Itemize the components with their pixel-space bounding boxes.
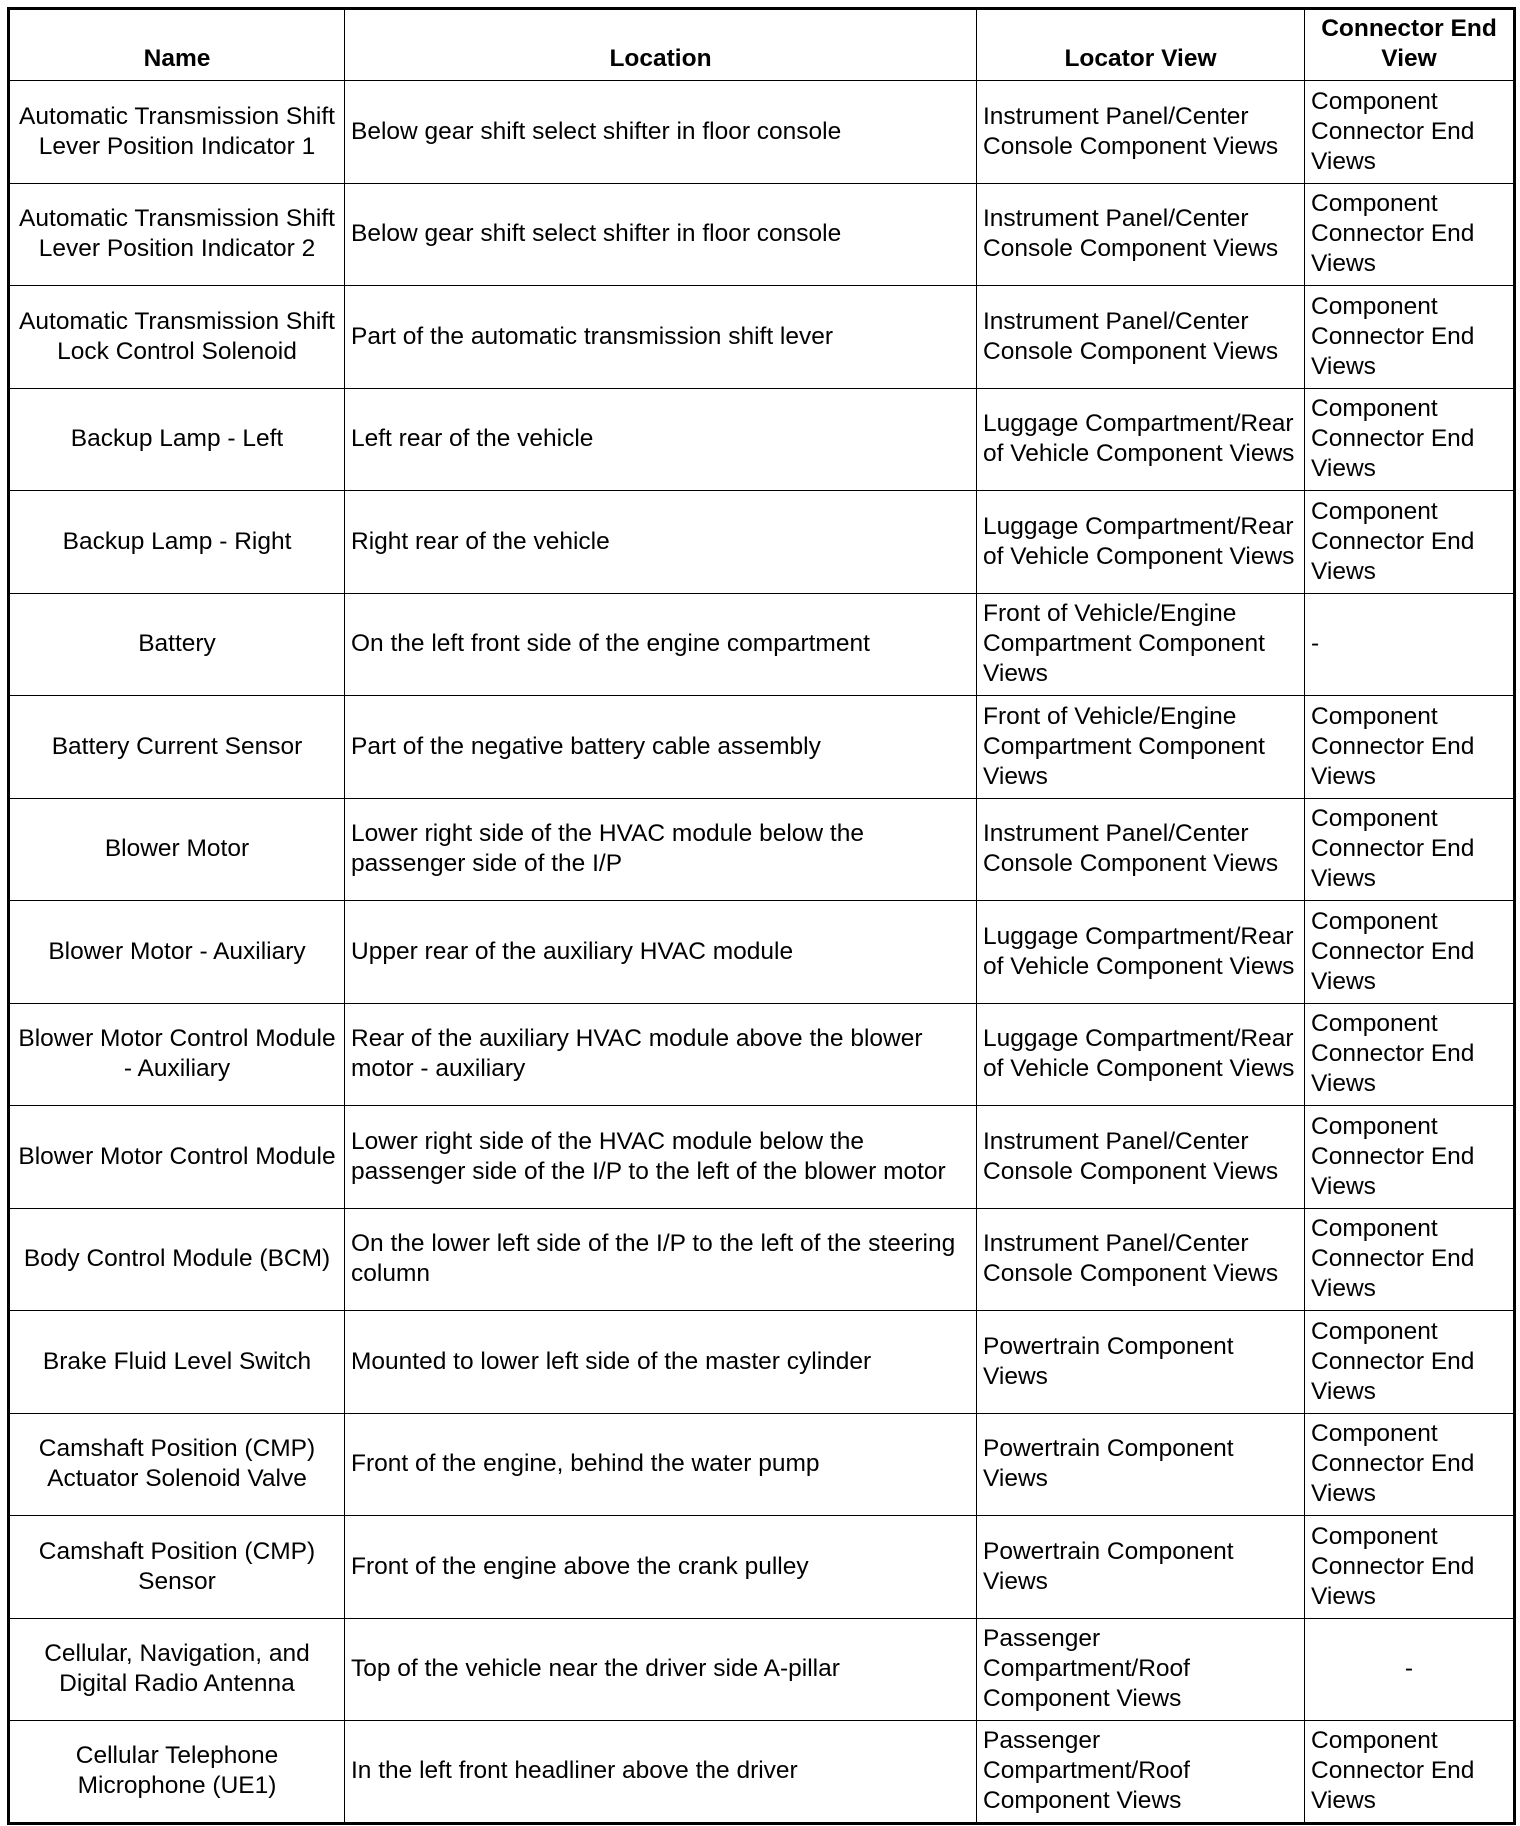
- component-name-cell: Blower Motor Control Module: [9, 1106, 345, 1209]
- locator-view-cell: Front of Vehicle/Engine Compartment Component Views: [977, 696, 1305, 799]
- table-row: [9, 1106, 1515, 1209]
- table-row: [9, 1516, 1515, 1619]
- table-row: [9, 286, 1515, 389]
- component-name-cell: Automatic Transmission Shift Lever Position Indicator 1: [9, 81, 345, 184]
- component-name-cell: Camshaft Position (CMP) Actuator Solenoid Valve: [9, 1413, 345, 1516]
- connector-end-view-cell: Component Connector End Views: [1305, 183, 1515, 286]
- table-row: [9, 1618, 1515, 1721]
- component-name-cell: Blower Motor Control Module - Auxiliary: [9, 1003, 345, 1106]
- locator-view-cell: Passenger Compartment/Roof Component Views: [977, 1721, 1305, 1824]
- location-cell: Top of the vehicle near the driver side A-pillar: [345, 1618, 977, 1721]
- location-cell: Lower right side of the HVAC module below the passenger side of the I/P: [345, 798, 977, 901]
- location-cell: Below gear shift select shifter in floor console: [345, 81, 977, 184]
- locator-view-cell: Front of Vehicle/Engine Compartment Component Views: [977, 593, 1305, 696]
- connector-end-view-cell: Component Connector End Views: [1305, 1516, 1515, 1619]
- table-row: [9, 798, 1515, 901]
- connector-end-view-cell: Component Connector End Views: [1305, 286, 1515, 389]
- connector-end-view-cell: Component Connector End Views: [1305, 1106, 1515, 1209]
- locator-view-cell: Luggage Compartment/Rear of Vehicle Component Views: [977, 491, 1305, 594]
- component-name-cell: Body Control Module (BCM): [9, 1208, 345, 1311]
- locator-view-cell: Instrument Panel/Center Console Component Views: [977, 1106, 1305, 1209]
- component-name-cell: Battery: [9, 593, 345, 696]
- component-name-cell: Automatic Transmission Shift Lock Control Solenoid: [9, 286, 345, 389]
- column-header-connector-end-view: Connector End View: [1305, 9, 1515, 81]
- location-cell: Rear of the auxiliary HVAC module above the blower motor - auxiliary: [345, 1003, 977, 1106]
- component-name-cell: Cellular Telephone Microphone (UE1): [9, 1721, 345, 1824]
- locator-view-cell: Powertrain Component Views: [977, 1413, 1305, 1516]
- locator-view-cell: Luggage Compartment/Rear of Vehicle Component Views: [977, 901, 1305, 1004]
- connector-end-view-cell: Component Connector End Views: [1305, 1208, 1515, 1311]
- connector-end-view-cell: Component Connector End Views: [1305, 1413, 1515, 1516]
- column-header-location: Location: [345, 9, 977, 81]
- locator-view-cell: Luggage Compartment/Rear of Vehicle Component Views: [977, 388, 1305, 491]
- location-cell: Part of the negative battery cable assembly: [345, 696, 977, 799]
- connector-end-view-cell: Component Connector End Views: [1305, 491, 1515, 594]
- component-name-cell: Automatic Transmission Shift Lever Position Indicator 2: [9, 183, 345, 286]
- connector-end-view-cell: Component Connector End Views: [1305, 798, 1515, 901]
- header-row: [9, 9, 1515, 81]
- location-cell: Lower right side of the HVAC module below the passenger side of the I/P to the left of the blower motor: [345, 1106, 977, 1209]
- locator-view-cell: Instrument Panel/Center Console Component Views: [977, 183, 1305, 286]
- component-name-cell: Battery Current Sensor: [9, 696, 345, 799]
- column-header-locator-view: Locator View: [977, 9, 1305, 81]
- location-cell: Right rear of the vehicle: [345, 491, 977, 594]
- location-cell: Below gear shift select shifter in floor console: [345, 183, 977, 286]
- component-name-cell: Camshaft Position (CMP) Sensor: [9, 1516, 345, 1619]
- table-row: [9, 593, 1515, 696]
- component-location-table: [7, 7, 1516, 1825]
- location-cell: Front of the engine, behind the water pump: [345, 1413, 977, 1516]
- connector-end-view-cell: -: [1305, 593, 1515, 696]
- table-header: [9, 9, 1515, 81]
- locator-view-cell: Powertrain Component Views: [977, 1311, 1305, 1414]
- connector-end-view-cell: Component Connector End Views: [1305, 696, 1515, 799]
- component-name-cell: Brake Fluid Level Switch: [9, 1311, 345, 1414]
- table-row: [9, 1311, 1515, 1414]
- table-row: [9, 1413, 1515, 1516]
- connector-end-view-cell: -: [1305, 1618, 1515, 1721]
- location-cell: Mounted to lower left side of the master cylinder: [345, 1311, 977, 1414]
- location-cell: Left rear of the vehicle: [345, 388, 977, 491]
- column-header-name: Name: [9, 9, 345, 81]
- component-name-cell: Backup Lamp - Left: [9, 388, 345, 491]
- component-name-cell: Blower Motor: [9, 798, 345, 901]
- table-row: [9, 388, 1515, 491]
- locator-view-cell: Instrument Panel/Center Console Component Views: [977, 798, 1305, 901]
- location-cell: In the left front headliner above the driver: [345, 1721, 977, 1824]
- table-row: [9, 183, 1515, 286]
- table-row: [9, 491, 1515, 594]
- locator-view-cell: Instrument Panel/Center Console Component Views: [977, 286, 1305, 389]
- table-row: [9, 901, 1515, 1004]
- location-cell: Front of the engine above the crank pulley: [345, 1516, 977, 1619]
- table-row: [9, 1208, 1515, 1311]
- location-cell: Part of the automatic transmission shift lever: [345, 286, 977, 389]
- connector-end-view-cell: Component Connector End Views: [1305, 388, 1515, 491]
- location-cell: On the lower left side of the I/P to the left of the steering column: [345, 1208, 977, 1311]
- table-body: [9, 81, 1515, 1824]
- component-name-cell: Blower Motor - Auxiliary: [9, 901, 345, 1004]
- locator-view-cell: Luggage Compartment/Rear of Vehicle Component Views: [977, 1003, 1305, 1106]
- connector-end-view-cell: Component Connector End Views: [1305, 1003, 1515, 1106]
- table-row: [9, 1003, 1515, 1106]
- connector-end-view-cell: Component Connector End Views: [1305, 1721, 1515, 1824]
- locator-view-cell: Powertrain Component Views: [977, 1516, 1305, 1619]
- locator-view-cell: Passenger Compartment/Roof Component Views: [977, 1618, 1305, 1721]
- connector-end-view-cell: Component Connector End Views: [1305, 81, 1515, 184]
- component-name-cell: Cellular, Navigation, and Digital Radio Antenna: [9, 1618, 345, 1721]
- connector-end-view-cell: Component Connector End Views: [1305, 901, 1515, 1004]
- locator-view-cell: Instrument Panel/Center Console Component Views: [977, 81, 1305, 184]
- locator-view-cell: Instrument Panel/Center Console Component Views: [977, 1208, 1305, 1311]
- table-row: [9, 696, 1515, 799]
- connector-end-view-cell: Component Connector End Views: [1305, 1311, 1515, 1414]
- table-row: [9, 1721, 1515, 1824]
- location-cell: Upper rear of the auxiliary HVAC module: [345, 901, 977, 1004]
- component-name-cell: Backup Lamp - Right: [9, 491, 345, 594]
- table-row: [9, 81, 1515, 184]
- location-cell: On the left front side of the engine compartment: [345, 593, 977, 696]
